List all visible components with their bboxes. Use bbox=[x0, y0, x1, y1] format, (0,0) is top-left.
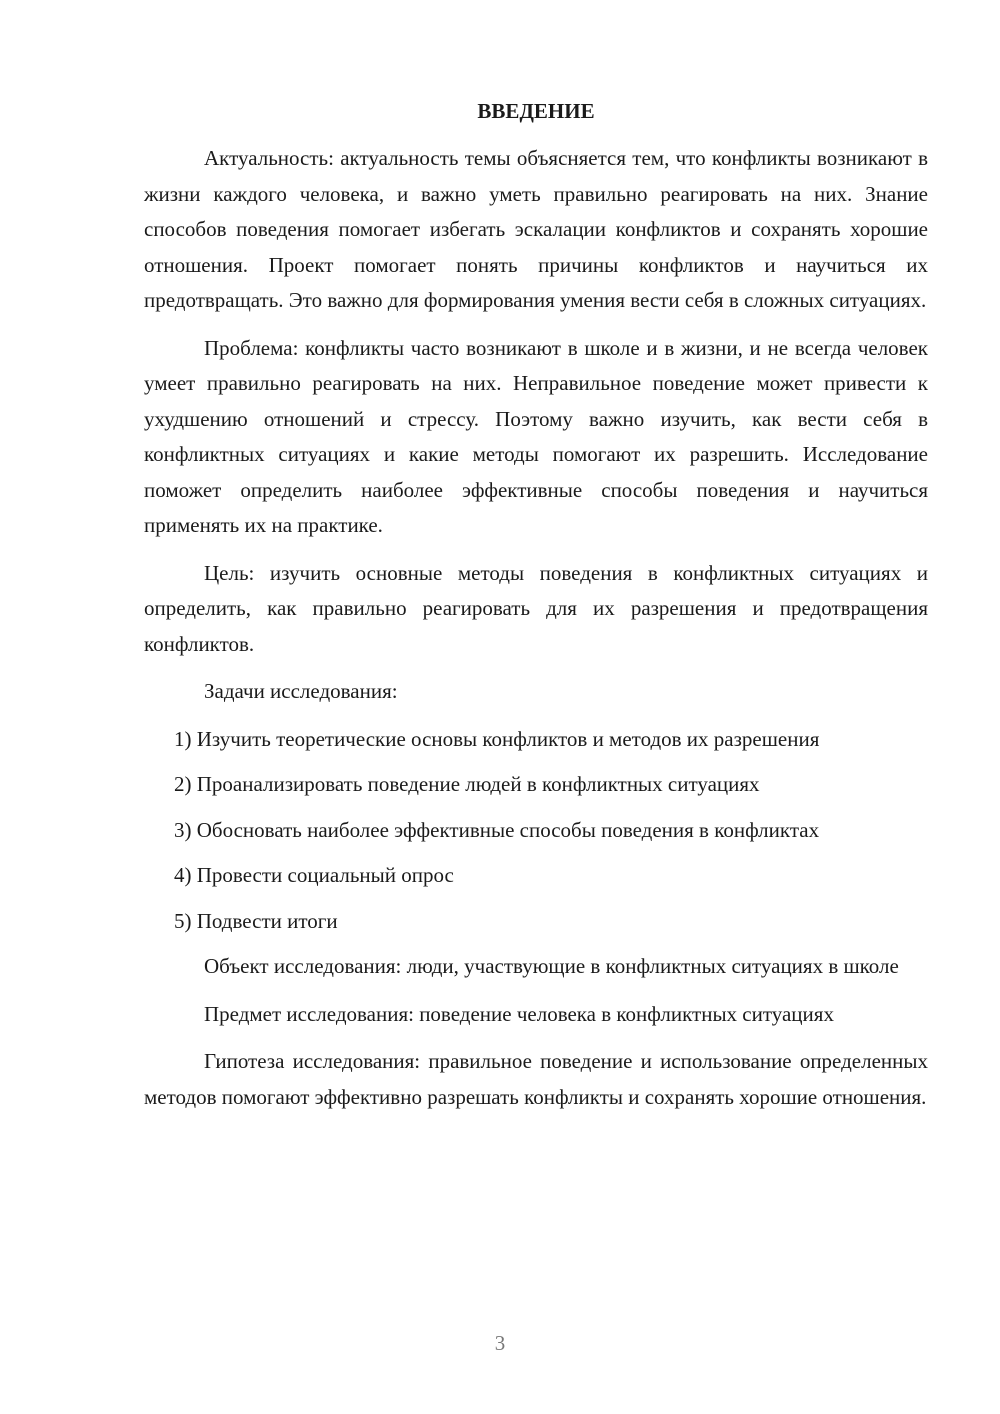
list-item: 1) Изучить теоретические основы конфликтов и методов их разрешения bbox=[174, 726, 820, 751]
paragraph-subject: Предмет исследования: поведение человека в конфликтных ситуациях bbox=[204, 1001, 834, 1026]
list-item: 5) Подвести итоги bbox=[174, 908, 338, 933]
paragraph-relevance: Актуальность: актуальность темы объясняется тем, что конфликты возникают в жизни каждого человека, и важно уметь правильно реагировать на них. Знание способов поведения помогает избегать эскалации конфликтов и сохранять хорошие отношения. Проект помогает понять причины конфликтов и научиться их предотвращать. Это важно для формирования умения вести себя в сложных ситуациях. bbox=[144, 146, 928, 312]
page-title: ВВЕДЕНИЕ bbox=[477, 99, 595, 123]
paragraph-problem: Проблема: конфликты часто возникают в школе и в жизни, и не всегда человек умеет правильно реагировать на них. Неправильное поведение может привести к ухудшению отношений и стрессу. Поэтому важно изучить, как вести себя в конфликтных ситуациях и какие методы помогают их разрешить. Исследование поможет определить наиболее эффективные способы поведения и научиться применять их на практике. bbox=[144, 335, 928, 537]
paragraph-hypothesis: Гипотеза исследования: правильное поведение и использование определенных методов помогают эффективно разрешать конфликты и сохранять хорошие отношения. bbox=[144, 1049, 928, 1109]
page-number: 3 bbox=[494, 1331, 506, 1355]
list-item: 3) Обосновать наиболее эффективные способы поведения в конфликтах bbox=[174, 817, 820, 842]
list-item: 4) Провести социальный опрос bbox=[174, 863, 454, 887]
paragraph-goal: Цель: изучить основные методы поведения в конфликтных ситуациях и определить, как правильно реагировать для их разрешения и предотвращения конфликтов. bbox=[144, 560, 928, 656]
tasks-list bbox=[144, 722, 928, 940]
tasks-heading: Задачи исследования: bbox=[204, 679, 398, 703]
list-item: 2) Проанализировать поведение людей в конфликтных ситуациях bbox=[174, 772, 760, 796]
paragraph-object: Объект исследования: люди, участвующие в конфликтных ситуациях в школе bbox=[204, 954, 899, 978]
document-page bbox=[144, 94, 928, 1127]
